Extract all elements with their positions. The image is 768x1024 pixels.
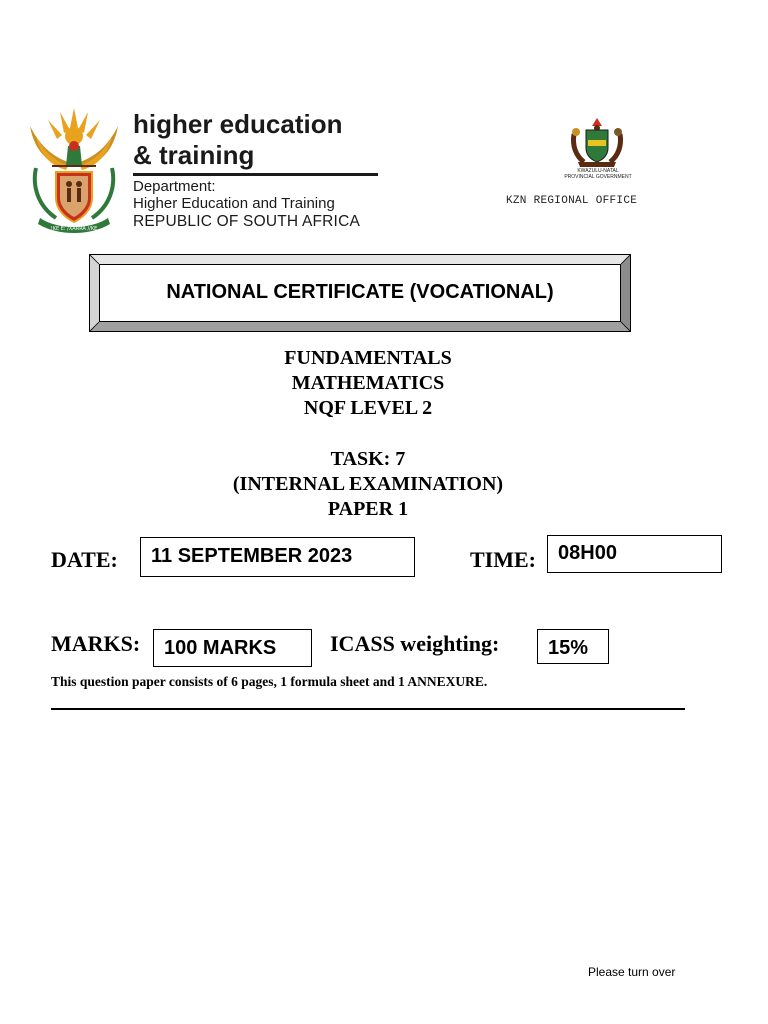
paper-number: PAPER 1 — [327, 498, 409, 520]
turn-over-note: Please turn over — [588, 965, 676, 979]
subject-line-1: FUNDAMENTALS — [284, 347, 452, 369]
divider-line — [51, 708, 685, 710]
time-value: 08H00 — [547, 535, 722, 573]
logo-subtitle-department: Department: — [133, 178, 216, 195]
logo-title-line-2: & training — [133, 140, 255, 170]
svg-text:!KE E: /XARRA //KE: !KE E: /XARRA //KE — [50, 226, 98, 232]
kzn-label-government: PROVINCIAL GOVERNMENT — [564, 174, 632, 180]
task-number: TASK: 7 — [330, 448, 406, 470]
date-label: DATE: — [51, 547, 118, 572]
marks-value: 100 MARKS — [153, 629, 312, 667]
kzn-label-province: KWAZULU-NATAL — [577, 168, 619, 174]
subject-level: NQF LEVEL 2 — [303, 397, 433, 419]
certificate-title: NATIONAL CERTIFICATE (VOCATIONAL) — [166, 281, 554, 303]
logo-title-line-1: higher education — [133, 109, 343, 139]
weighting-label: ICASS weighting: — [330, 631, 500, 656]
pages-note: This question paper consists of 6 pages, 1 formula sheet and 1 ANNEXURE. — [51, 674, 488, 689]
subject-line-2: MATHEMATICS — [291, 372, 445, 394]
logo-divider — [133, 173, 378, 176]
date-value: 11 SEPTEMBER 2023 — [140, 537, 415, 577]
time-label: TIME: — [470, 547, 536, 572]
regional-office-label: KZN REGIONAL OFFICE — [506, 195, 638, 207]
kzn-crest-icon — [566, 116, 628, 168]
weighting-value: 15% — [537, 629, 609, 664]
task-type: (INTERNAL EXAMINATION) — [232, 473, 504, 495]
logo-subtitle-name: Higher Education and Training — [133, 195, 335, 212]
logo-subtitle-country: REPUBLIC OF SOUTH AFRICA — [133, 213, 360, 230]
marks-label: MARKS: — [51, 631, 141, 656]
coat-of-arms-icon — [22, 106, 126, 234]
